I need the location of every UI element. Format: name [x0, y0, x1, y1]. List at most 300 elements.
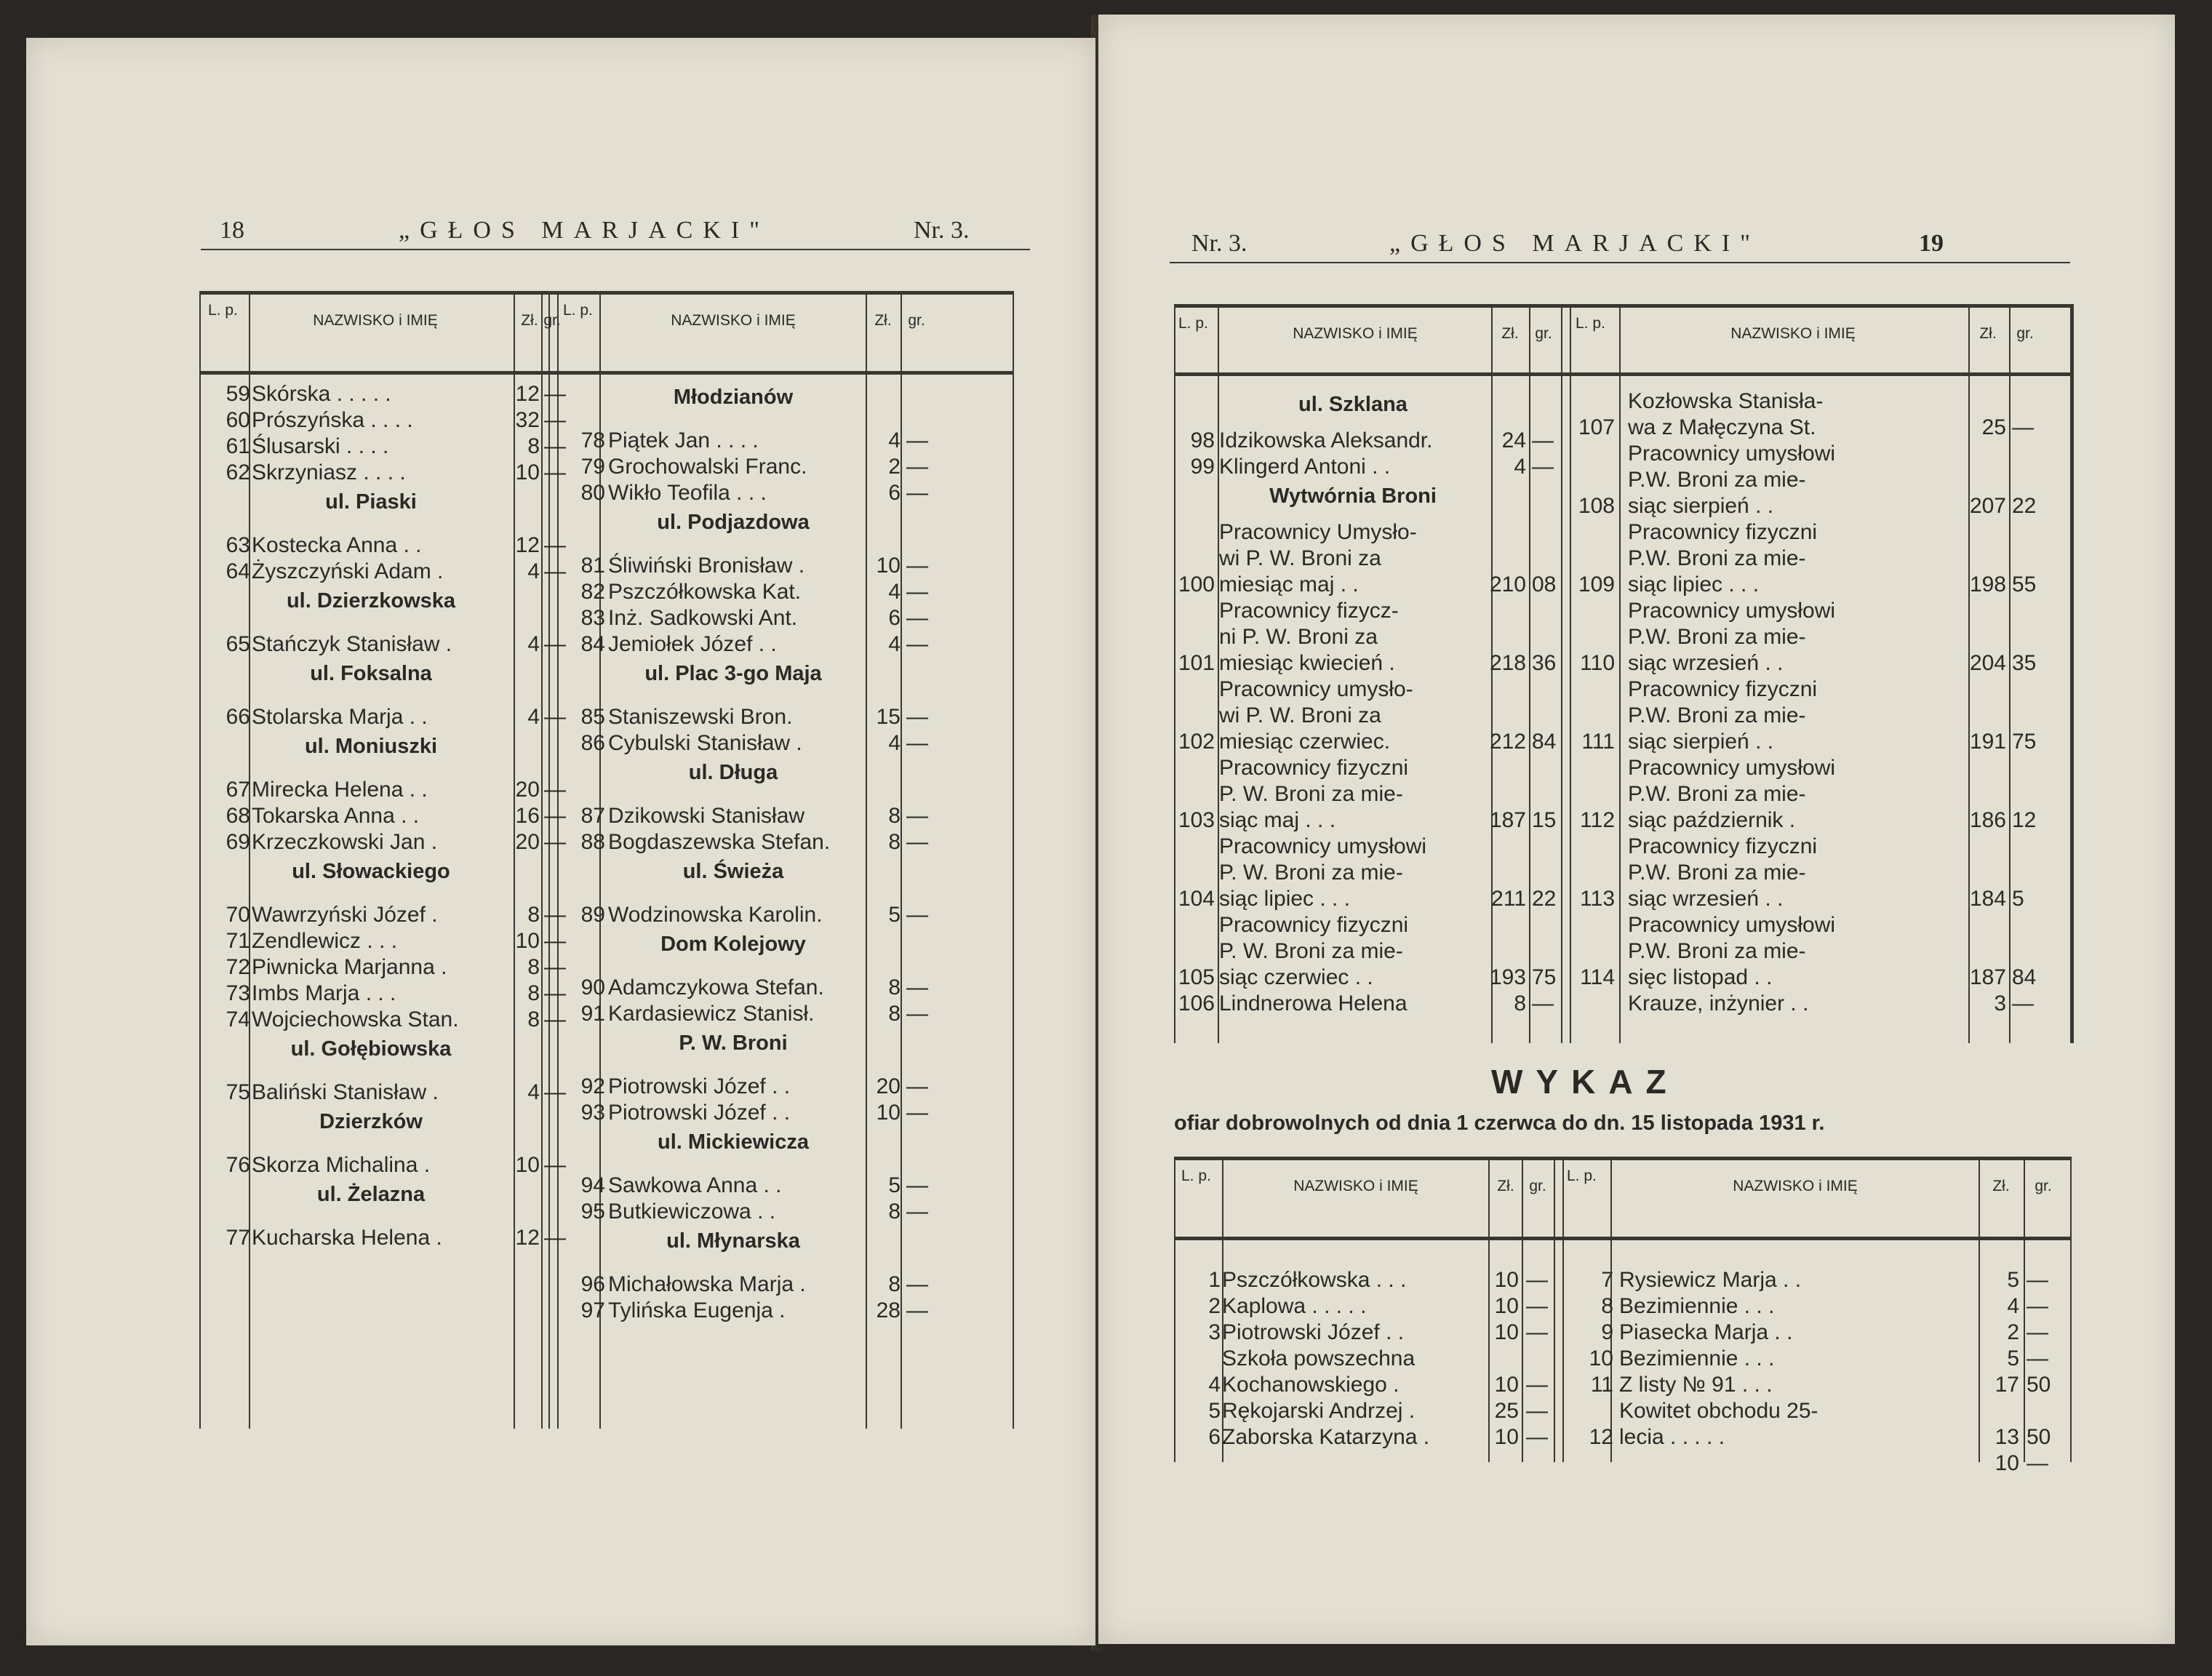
entry-zl: 204 [1969, 651, 2006, 675]
entry-name: P.W. Broni za mie- [1628, 782, 1806, 806]
entry-name: Idzikowska Aleksandr. [1219, 428, 1433, 452]
entry-gr: — [906, 830, 928, 854]
entry-zl: 8 [888, 1002, 901, 1026]
entry-lp: 9 [1601, 1320, 1613, 1344]
entry-gr: — [544, 533, 566, 557]
entry-zl: 20 [876, 1074, 901, 1098]
entry-name: Piwnicka Marjanna . [252, 955, 447, 979]
entry-lp: 102 [1178, 730, 1215, 754]
entry-lp: 80 [580, 481, 605, 505]
entry-name: P.W. Broni za mie- [1628, 703, 1806, 727]
entry-gr: — [906, 1173, 928, 1197]
entry-gr: 22 [2012, 494, 2037, 518]
entry-lp: 8 [1601, 1294, 1613, 1318]
entry-name: Szkoła powszechna [1222, 1346, 1416, 1370]
entry-lp: 73 [225, 981, 250, 1005]
entry-gr: 22 [1532, 887, 1557, 911]
entry-name: Bezimiennie . . . [1619, 1294, 1775, 1318]
entry-lp: 110 [1580, 651, 1615, 675]
entry-gr: — [1532, 991, 1554, 1015]
entry-zl: 32 [515, 408, 540, 432]
entry-name: Pracownicy Umysło- [1219, 520, 1417, 544]
entry-name: Zaborska Katarzyna . [1222, 1425, 1430, 1449]
entry-name: Pracownicy fizycz- [1219, 599, 1399, 623]
entry-lp: 78 [580, 428, 605, 452]
entry-zl: 186 [1969, 808, 2006, 832]
wykaz-title: WYKAZ [1491, 1063, 1680, 1101]
entry-zl: 10 [515, 1153, 540, 1177]
entry-zl: 193 [1489, 965, 1526, 989]
entry-gr: — [1532, 428, 1554, 452]
entry-lp: 72 [225, 955, 250, 979]
entry-lp: 74 [225, 1007, 250, 1031]
entry-name: Rysiewicz Marja . . [1619, 1268, 1802, 1292]
entry-lp: 105 [1178, 965, 1215, 989]
entry-gr: — [544, 382, 566, 406]
entry-gr: — [906, 1272, 928, 1296]
left-header-rule [201, 249, 1030, 250]
entry-lp: 101 [1178, 651, 1215, 675]
entry-name: Pracownicy fizyczni [1219, 756, 1409, 780]
entry-gr: 50 [2027, 1373, 2051, 1397]
header-zl: Zł. [1979, 325, 1997, 342]
entry-gr: 75 [2012, 730, 2037, 754]
entry-name: Ślusarski . . . . [252, 434, 389, 458]
entry-zl: 198 [1969, 572, 2006, 596]
section-heading: ul. Moniuszki [304, 735, 438, 758]
entry-zl: 4 [527, 632, 540, 656]
entry-zl: 5 [888, 1173, 901, 1197]
left-page [26, 38, 1095, 1645]
entry-lp: 86 [580, 731, 605, 755]
entry-gr: — [544, 981, 566, 1005]
entry-gr: — [544, 804, 566, 828]
header-gr: gr. [908, 312, 925, 329]
entry-gr: — [544, 1080, 566, 1104]
section-heading: ul. Mickiewicza [658, 1130, 809, 1154]
section-heading: ul. Żelazna [316, 1183, 426, 1206]
header-gr: gr. [2016, 325, 2034, 342]
entry-zl: 212 [1489, 730, 1526, 754]
section-heading: ul. Podjazdowa [657, 511, 810, 534]
entry-name: siąc sierpień . . [1628, 730, 1774, 754]
entry-gr: — [544, 1226, 566, 1250]
entry-zl: 4 [527, 1080, 540, 1104]
entry-name: Tokarska Anna . . [252, 804, 420, 828]
entry-zl: 28 [876, 1298, 901, 1322]
entry-name: lecia . . . . . [1619, 1425, 1725, 1449]
entry-gr: — [1532, 455, 1554, 479]
section-heading: P. W. Broni [679, 1031, 788, 1055]
entry-zl: 12 [515, 382, 540, 406]
entry-gr: 50 [2027, 1425, 2051, 1449]
entry-name: Tylińska Eugenja . [608, 1298, 786, 1322]
entry-name: Prószyńska . . . . [252, 408, 413, 432]
entry-name: siąc maj . . . [1219, 808, 1336, 832]
entry-name: Pracownicy fizyczni [1628, 520, 1818, 544]
entry-zl: 4 [888, 632, 901, 656]
entry-name: wa z Małęczyna St. [1628, 415, 1816, 439]
table-column-rule [2070, 1157, 2072, 1462]
entry-name: Piątek Jan . . . . [608, 428, 759, 452]
entry-gr: 84 [1532, 730, 1557, 754]
entry-gr: — [1526, 1399, 1548, 1423]
entry-gr: 12 [2012, 808, 2037, 832]
entry-gr: — [906, 481, 928, 505]
table-column-rule [1522, 1157, 1523, 1462]
entry-name: Śliwiński Bronisław . [608, 554, 805, 578]
entry-lp: 77 [225, 1226, 250, 1250]
entry-gr: — [906, 1200, 928, 1224]
entry-gr: — [1526, 1373, 1548, 1397]
entry-lp: 90 [580, 975, 605, 999]
entry-lp: 103 [1178, 808, 1215, 832]
entry-lp: 83 [580, 606, 605, 630]
entry-name: siąc październik . [1628, 808, 1796, 832]
entry-name: Wodzinowska Karolin. [608, 903, 823, 927]
entry-name: Mirecka Helena . . [252, 778, 428, 802]
section-heading: ul. Słowackiego [292, 860, 450, 883]
entry-zl: 8 [527, 434, 540, 458]
entry-gr: — [906, 903, 928, 927]
table-column-rule [2070, 304, 2074, 1043]
header-name: NAZWISKO i IMIĘ [1293, 325, 1418, 342]
entry-gr: — [906, 554, 928, 578]
entry-name: Z listy № 91 . . . [1619, 1373, 1773, 1397]
entry-name: Pracownicy umysłowi [1219, 834, 1427, 858]
section-heading: Młodzianów [673, 386, 794, 409]
entry-gr: — [906, 975, 928, 999]
entry-gr: — [906, 428, 928, 452]
entry-name: siąc czerwiec . . [1219, 965, 1373, 989]
entry-lp: 114 [1580, 965, 1615, 989]
entry-gr: — [544, 1153, 566, 1177]
entry-name: Piotrowski Józef . . [608, 1074, 791, 1098]
entry-name: Inż. Sadkowski Ant. [608, 606, 798, 630]
entry-zl: 6 [888, 606, 901, 630]
entry-zl: 187 [1489, 808, 1526, 832]
entry-name: P. W. Broni za mie- [1219, 861, 1403, 885]
right-issue-number: Nr. 3. [1191, 230, 1247, 257]
entry-name: Dzikowski Stanisław [608, 804, 805, 828]
entry-gr: — [2012, 415, 2034, 439]
entry-lp: 89 [580, 903, 605, 927]
table-column-rule [1619, 304, 1621, 1043]
entry-name: Pracownicy umysłowi [1628, 913, 1836, 937]
entry-zl: 16 [515, 804, 540, 828]
entry-lp: 63 [225, 533, 250, 557]
entry-lp: 106 [1178, 991, 1215, 1015]
entry-name: Piotrowski Józef . . [608, 1101, 791, 1125]
entry-lp: 70 [225, 903, 250, 927]
header-gr: gr. [1535, 325, 1552, 342]
entry-gr: — [2027, 1268, 2048, 1292]
entry-zl: 5 [888, 903, 901, 927]
entry-zl: 10 [1494, 1268, 1519, 1292]
entry-zl: 191 [1969, 730, 2006, 754]
section-heading: ul. Szklana [1298, 393, 1408, 416]
entry-name: Wawrzyński Józef . [252, 903, 438, 927]
table-column-rule [901, 291, 902, 1429]
entry-lp: 104 [1178, 887, 1215, 911]
entry-zl: 4 [2007, 1294, 2019, 1318]
entry-zl: 218 [1489, 651, 1526, 675]
entry-gr: — [544, 929, 566, 953]
entry-gr: — [544, 705, 566, 729]
entry-zl: 8 [527, 955, 540, 979]
entry-zl: 8 [888, 1200, 901, 1224]
header-gr: gr. [543, 312, 561, 329]
table-top-rule [1174, 304, 2070, 308]
entry-zl: 210 [1489, 572, 1526, 596]
entry-name: Baliński Stanisław . [252, 1080, 439, 1104]
entry-zl: 4 [1514, 455, 1526, 479]
entry-zl: 24 [1501, 428, 1526, 452]
entry-gr: — [544, 434, 566, 458]
entry-name: P. W. Broni za mie- [1219, 782, 1403, 806]
entry-name: ni P. W. Broni za [1219, 625, 1378, 649]
entry-zl: 2 [888, 455, 901, 479]
entry-name: Michałowska Marja . [608, 1272, 806, 1296]
entry-zl: 184 [1969, 887, 2006, 911]
entry-name: Butkiewiczowa . . [608, 1200, 776, 1224]
entry-zl: 8 [888, 975, 901, 999]
entry-name: siąc lipiec . . . [1219, 887, 1351, 911]
entry-name: Zendlewicz . . . [252, 929, 398, 953]
entry-gr: — [544, 632, 566, 656]
entry-zl: 10 [1494, 1425, 1519, 1449]
entry-lp: 7 [1601, 1268, 1613, 1292]
entry-name: P.W. Broni za mie- [1628, 939, 1806, 963]
entry-gr: — [906, 731, 928, 755]
entry-lp: 111 [1581, 730, 1615, 754]
entry-gr: — [544, 778, 566, 802]
entry-name: P. W. Broni za mie- [1219, 939, 1403, 963]
entry-lp: 92 [580, 1074, 605, 1098]
entry-name: Kostecka Anna . . [252, 533, 422, 557]
section-heading: ul. Świeża [682, 860, 784, 883]
entry-lp: 60 [225, 408, 250, 432]
entry-name: Krzeczkowski Jan . [252, 830, 438, 854]
entry-lp: 99 [1190, 455, 1215, 479]
entry-name: Stańczyk Stanisław . [252, 632, 452, 656]
entry-zl: 2 [2007, 1320, 2019, 1344]
entry-lp: 97 [580, 1298, 605, 1322]
table-column-rule [541, 291, 543, 1429]
section-heading: ul. Plac 3-go Maja [644, 662, 822, 685]
entry-name: wi P. W. Broni za [1219, 546, 1381, 570]
entry-zl: 10 [1494, 1320, 1519, 1344]
header-name: NAZWISKO i IMIĘ [1730, 325, 1856, 342]
entry-name: Sawkowa Anna . . [608, 1173, 782, 1197]
entry-gr: — [906, 632, 928, 656]
entry-gr: — [906, 1101, 928, 1125]
entry-gr: — [906, 1298, 928, 1322]
entry-zl: 10 [876, 554, 901, 578]
entry-name: Kowitet obchodu 25- [1619, 1399, 1818, 1423]
entry-zl: 12 [515, 1226, 540, 1250]
entry-lp: 93 [580, 1101, 605, 1125]
header-name: NAZWISKO i IMIĘ [1293, 1178, 1418, 1194]
entry-gr: 5 [2012, 887, 2024, 911]
entry-zl: 10 [1995, 1451, 2019, 1475]
entry-zl: 10 [515, 929, 540, 953]
entry-name: Pracownicy umysłowi [1628, 599, 1836, 623]
entry-name: Lindnerowa Helena [1219, 991, 1408, 1015]
entry-name: Kaplowa . . . . . [1222, 1294, 1367, 1318]
entry-name: Pracownicy umysłowi [1628, 442, 1836, 466]
entry-name: miesiąc czerwiec. [1219, 730, 1391, 754]
entry-zl: 8 [888, 830, 901, 854]
entry-gr: — [906, 1074, 928, 1098]
entry-lp: 91 [580, 1002, 605, 1026]
entry-gr: — [2027, 1320, 2048, 1344]
entry-lp: 84 [580, 632, 605, 656]
entry-name: Kucharska Helena . [252, 1226, 442, 1250]
entry-gr: — [2027, 1451, 2048, 1475]
header-lp: L. p. [1178, 315, 1208, 332]
entry-name: Skrzyniasz . . . . [252, 460, 406, 484]
entry-gr: 75 [1532, 965, 1557, 989]
entry-lp: 112 [1580, 808, 1615, 832]
entry-lp: 108 [1578, 494, 1615, 518]
entry-name: Skorza Michalina . [252, 1153, 431, 1177]
entry-gr: 36 [1532, 651, 1557, 675]
entry-gr: 55 [2012, 572, 2037, 596]
entry-zl: 10 [876, 1101, 901, 1125]
entry-gr: — [1526, 1425, 1548, 1449]
entry-zl: 4 [888, 731, 901, 755]
entry-zl: 8 [888, 1272, 901, 1296]
entry-name: Wikło Teofila . . . [608, 481, 767, 505]
entry-name: Rękojarski Andrzej . [1222, 1399, 1416, 1423]
entry-lp: 12 [1589, 1425, 1613, 1449]
entry-lp: 107 [1578, 415, 1615, 439]
entry-zl: 211 [1491, 887, 1526, 911]
entry-gr: 08 [1532, 572, 1557, 596]
header-gr: gr. [2035, 1178, 2052, 1194]
entry-zl: 13 [1995, 1425, 2019, 1449]
entry-zl: 4 [527, 559, 540, 583]
entry-name: Adamczykowa Stefan. [608, 975, 824, 999]
entry-gr: — [906, 455, 928, 479]
entry-lp: 109 [1578, 572, 1615, 596]
entry-lp: 4 [1208, 1373, 1221, 1397]
right-page [1098, 15, 2175, 1644]
entry-lp: 87 [580, 804, 605, 828]
entry-zl: 4 [888, 428, 901, 452]
entry-name: siąc wrzesień . . [1628, 887, 1784, 911]
entry-name: wi P. W. Broni za [1219, 703, 1381, 727]
header-lp: L. p. [208, 302, 238, 319]
entry-lp: 82 [580, 580, 605, 604]
entry-lp: 85 [580, 705, 605, 729]
entry-zl: 4 [888, 580, 901, 604]
entry-gr: — [1526, 1320, 1548, 1344]
section-heading: Dom Kolejowy [660, 933, 806, 956]
entry-name: Kozłowska Stanisła- [1628, 389, 1824, 413]
header-name: NAZWISKO i IMIĘ [1733, 1178, 1858, 1194]
entry-lp: 98 [1190, 428, 1215, 452]
entry-name: Pszczółkowska . . . [1222, 1268, 1407, 1292]
entry-lp: 75 [225, 1080, 250, 1104]
entry-gr: — [544, 460, 566, 484]
header-lp: L. p. [1181, 1168, 1211, 1184]
entry-gr: — [906, 705, 928, 729]
entry-lp: 64 [225, 559, 250, 583]
header-name: NAZWISKO i IMIĘ [313, 312, 438, 329]
entry-name: Żyszczyński Adam . [252, 559, 444, 583]
section-heading: ul. Piaski [325, 490, 417, 514]
entry-lp: 88 [580, 830, 605, 854]
entry-zl: 10 [515, 460, 540, 484]
entry-name: Piotrowski Józef . . [1222, 1320, 1405, 1344]
entry-lp: 94 [580, 1173, 605, 1197]
entry-lp: 11 [1590, 1373, 1613, 1397]
entry-lp: 66 [225, 705, 250, 729]
entry-name: miesiąc maj . . [1219, 572, 1359, 596]
entry-zl: 3 [1994, 991, 2006, 1015]
entry-zl: 20 [515, 830, 540, 854]
entry-name: P.W. Broni za mie- [1628, 861, 1806, 885]
entry-lp: 68 [225, 804, 250, 828]
table-column-rule [1529, 304, 1530, 1043]
table-header-rule [1174, 1237, 2070, 1240]
header-zl: Zł. [1497, 1178, 1514, 1194]
entry-name: Kochanowskiego . [1222, 1373, 1400, 1397]
entry-lp: 1 [1208, 1268, 1221, 1292]
entry-lp: 6 [1208, 1425, 1221, 1449]
entry-lp: 5 [1208, 1399, 1221, 1423]
entry-gr: — [1526, 1268, 1548, 1292]
section-heading: Dzierzków [319, 1110, 423, 1133]
entry-gr: — [1526, 1294, 1548, 1318]
entry-gr: — [2027, 1346, 2048, 1370]
header-gr: gr. [1529, 1178, 1546, 1194]
entry-gr: — [544, 408, 566, 432]
entry-lp: 96 [580, 1272, 605, 1296]
entry-name: Krauze, inżynier . . [1628, 991, 1809, 1015]
right-running-title: „GŁOS MARJACKI" [1389, 230, 1761, 257]
entry-name: Pracownicy fizyczni [1628, 677, 1818, 701]
entry-lp: 3 [1208, 1320, 1221, 1344]
header-lp: L. p. [563, 302, 593, 319]
header-zl: Zł. [1992, 1178, 2010, 1194]
entry-gr: — [544, 559, 566, 583]
entry-name: Bezimiennie . . . [1619, 1346, 1775, 1370]
entry-gr: — [906, 580, 928, 604]
entry-name: Stolarska Marja . . [252, 705, 428, 729]
entry-lp: 71 [225, 929, 250, 953]
section-heading: ul. Długa [688, 761, 778, 784]
entry-name: P.W. Broni za mie- [1628, 468, 1806, 492]
entry-gr: — [906, 804, 928, 828]
entry-zl: 10 [1494, 1294, 1519, 1318]
entry-gr: — [544, 1007, 566, 1031]
entry-zl: 15 [876, 705, 901, 729]
entry-lp: 62 [225, 460, 250, 484]
entry-zl: 20 [515, 778, 540, 802]
entry-lp: 76 [225, 1153, 250, 1177]
entry-gr: — [544, 903, 566, 927]
table-column-rule [2009, 304, 2011, 1043]
wykaz-subtitle: ofiar dobrowolnych od dnia 1 czerwca do dn. 15 listopada 1931 r. [1174, 1112, 1825, 1135]
entry-name: Cybulski Stanisław . [608, 731, 802, 755]
entry-gr: — [906, 606, 928, 630]
section-heading: ul. Dzierzkowska [286, 589, 456, 612]
entry-zl: 8 [888, 804, 901, 828]
entry-zl: 8 [527, 981, 540, 1005]
